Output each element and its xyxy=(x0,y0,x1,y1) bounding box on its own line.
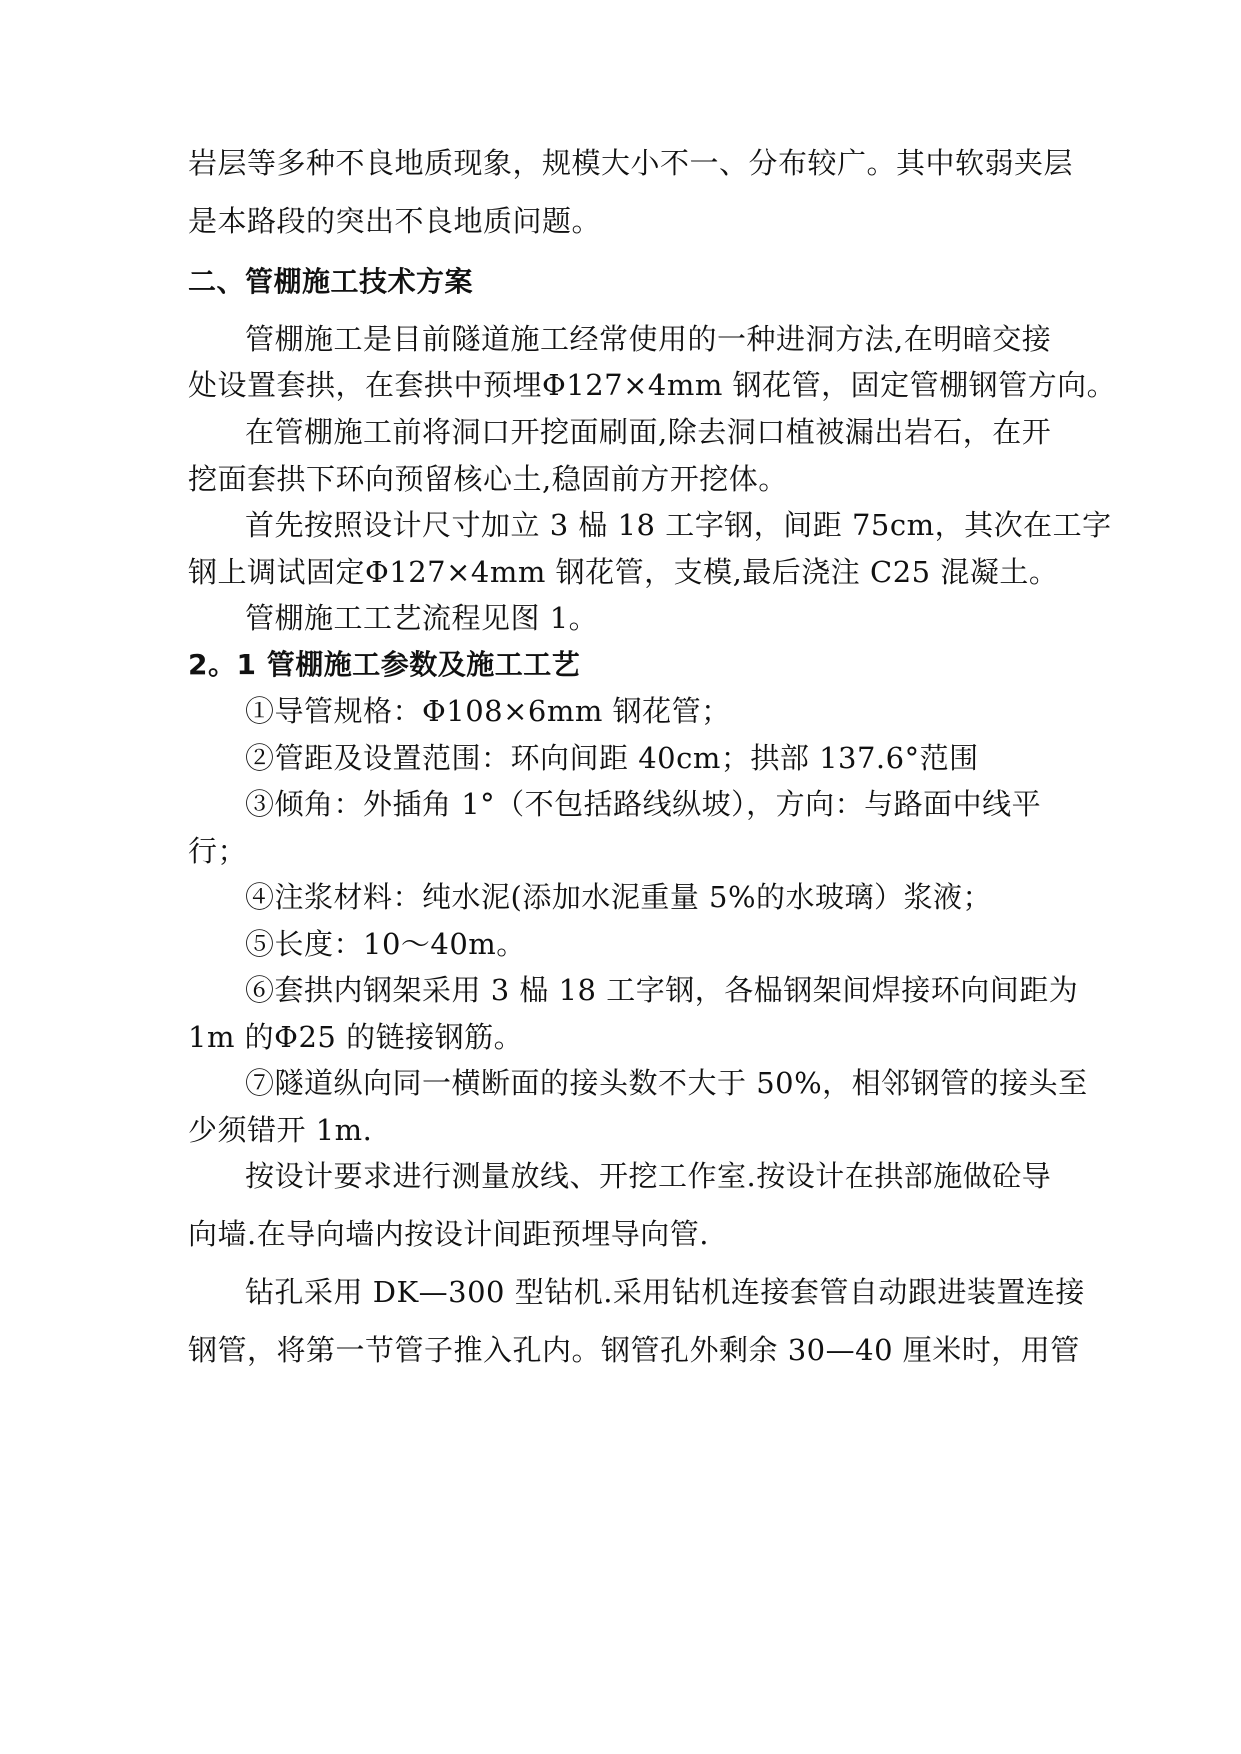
text-line: 向墙.在导向墙内按设计间距预埋导向管. xyxy=(188,1217,709,1251)
text-line: 在管棚施工前将洞口开挖面刷面,除去洞口植被漏出岩石，在开 xyxy=(245,415,1052,449)
text-line: ③倾角：外插角 1°（不包括路线纵坡），方向：与路面中线平 xyxy=(245,787,1042,821)
text-line: ④注浆材料：纯水泥(添加水泥重量 5%的水玻璃）浆液； xyxy=(245,880,993,914)
text-line: 少须错开 1m. xyxy=(188,1113,373,1147)
text-line: 行； xyxy=(188,834,248,868)
text-line: ⑤长度：10～40m。 xyxy=(245,927,526,961)
text-line: 钻孔采用 DK—300 型钻机.采用钻机连接套管自动跟进装置连接 xyxy=(245,1275,1085,1309)
text-line: ①导管规格：Φ108×6mm 钢花管； xyxy=(245,694,731,728)
text-line: 钢上调试固定Φ127×4mm 钢花管，支模,最后浇注 C25 混凝土。 xyxy=(188,555,1059,589)
text-line: 钢管，将第一节管子推入孔内。钢管孔外剩余 30—40 厘米时，用管 xyxy=(188,1333,1080,1367)
subsection-heading: 2。1 管棚施工参数及施工工艺 xyxy=(188,648,581,681)
text-line: 管棚施工是目前隧道施工经常使用的一种进洞方法,在明暗交接 xyxy=(245,322,1052,356)
text-line: ②管距及设置范围：环向间距 40cm；拱部 137.6°范围 xyxy=(245,741,979,775)
text-line: 挖面套拱下环向预留核心土,稳固前方开挖体。 xyxy=(188,462,788,496)
text-line: 岩层等多种不良地质现象，规模大小不一、分布较广。其中软弱夹层 xyxy=(188,146,1074,180)
text-line: 管棚施工工艺流程见图 1。 xyxy=(245,601,599,635)
text-line: ⑦隧道纵向同一横断面的接头数不大于 50%，相邻钢管的接头至 xyxy=(245,1066,1088,1100)
text-line: 1m 的Φ25 的链接钢筋。 xyxy=(188,1020,524,1054)
text-line: 首先按照设计尺寸加立 3 榀 18 工字钢，间距 75cm，其次在工字 xyxy=(245,508,1112,542)
text-line: 是本路段的突出不良地质问题。 xyxy=(188,204,602,238)
text-line: ⑥套拱内钢架采用 3 榀 18 工字钢，各榀钢架间焊接环向间距为 xyxy=(245,973,1079,1007)
text-line: 处设置套拱，在套拱中预埋Φ127×4mm 钢花管，固定管棚钢管方向。 xyxy=(188,368,1117,402)
section-heading: 二、管棚施工技术方案 xyxy=(188,265,474,298)
text-line: 按设计要求进行测量放线、开挖工作室.按设计在拱部施做砼导 xyxy=(245,1159,1052,1193)
